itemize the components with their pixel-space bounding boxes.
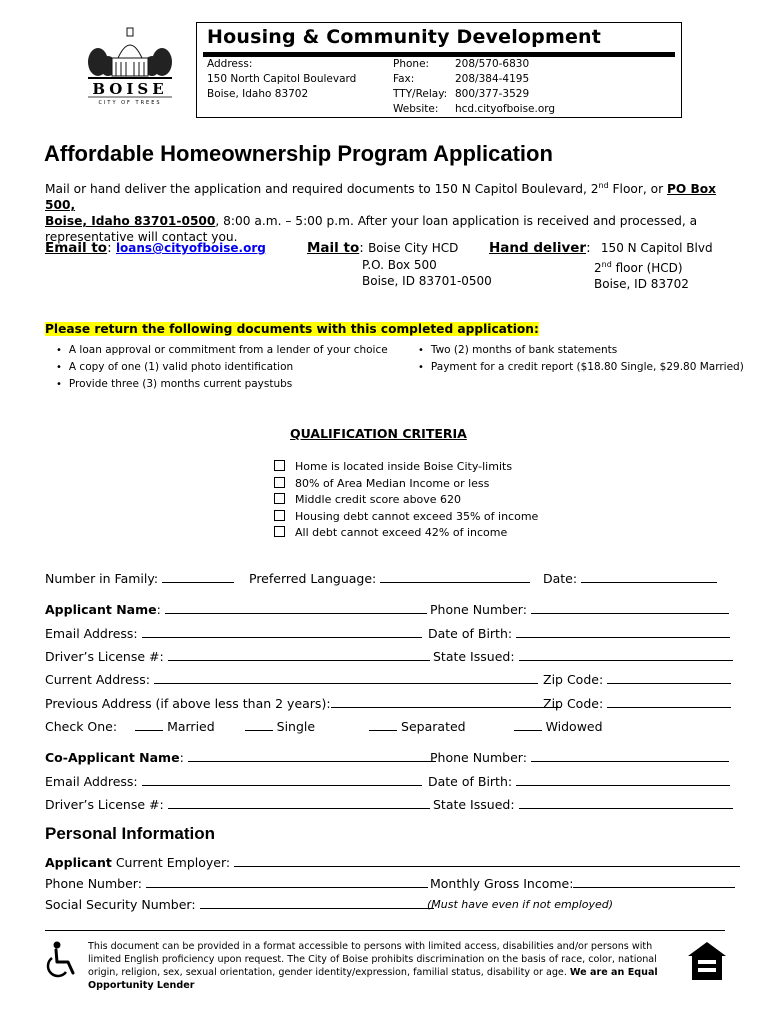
applicant-name-input[interactable] (165, 602, 427, 614)
coapplicant-license-input[interactable] (168, 797, 430, 809)
criteria-checkbox[interactable] (274, 477, 285, 488)
date-field: Date: (543, 571, 717, 586)
employer-field: Applicant Current Employer: (45, 855, 740, 870)
documents-list-right (418, 342, 744, 376)
coapplicant-name-input[interactable] (188, 750, 436, 762)
email-to: Email to: loans@cityofboise.org (45, 240, 266, 256)
personal-phone-field: Phone Number: (45, 876, 428, 891)
personal-phone-input[interactable] (146, 876, 428, 888)
previous-zip-field: Zip Code: (543, 696, 731, 711)
footer-disclaimer: This document can be provided in a format accessible to persons with limited access, disabilities and/or persons with limited English proficiency upon request. The City of Boise prohibits discrimination on the basis of race, color, national origin, religion, sex, sexual orientation, gender identity/expression, familial status, disability or age. We are an Equal Opportunity Lender (88, 941, 658, 991)
marital-status: Check One: Married Single Separated Widowed (45, 719, 603, 734)
coapplicant-name-field: Co-Applicant Name: (45, 750, 436, 765)
ssn-field: Social Security Number: (45, 897, 434, 912)
family-input[interactable] (162, 571, 234, 583)
coapplicant-state-input[interactable] (519, 797, 733, 809)
coapplicant-dob-input[interactable] (516, 774, 730, 786)
intro-paragraph: Mail or hand deliver the application and required documents to 150 N Capitol Boulevard, 2nd Floor, or PO Box 500, Boise, Idaho 83701-0500, 8:00 a.m. – 5:00 p.m. After your loan application is received and processed, a representative will contact you. (45, 181, 717, 245)
criteria-checkbox[interactable] (274, 493, 285, 504)
logo-text: BOISE (92, 80, 168, 98)
page-title: Affordable Homeownership Program Application (44, 141, 553, 166)
coapplicant-phone-input[interactable] (531, 750, 729, 762)
list-item: • Two (2) months of bank statements (418, 342, 744, 359)
criteria-checkbox[interactable] (274, 526, 285, 537)
dob-input[interactable] (516, 626, 730, 638)
equal-housing-icon (686, 940, 728, 982)
previous-address-field: Previous Address (if above less than 2 years): (45, 696, 561, 711)
hand-deliver-address: 2nd floor (HCD) Boise, ID 83702 (594, 260, 689, 291)
coapplicant-dob-field: Date of Birth: (428, 774, 730, 789)
agency-header (196, 22, 682, 118)
license-input[interactable] (168, 649, 430, 661)
language-input[interactable] (380, 571, 530, 583)
criteria-list: Home is located inside Boise City-limits 80% of Area Median Income or less Middle credit score above 620 Housing debt cannot exceed 35% of income All debt cannot exceed 42% of income (274, 459, 538, 542)
footer-divider (45, 930, 725, 931)
agency-address: Address: 150 North Capitol Boulevard Boise, Idaho 83702 (207, 58, 357, 100)
coapplicant-license-field: Driver’s License #: (45, 797, 430, 812)
documents-list-left (56, 342, 388, 393)
single-check[interactable] (245, 719, 273, 731)
criteria-checkbox[interactable] (274, 460, 285, 471)
list-item: • A loan approval or commitment from a lender of your choice (56, 342, 388, 359)
personal-info-heading: Personal Information (45, 824, 216, 843)
zip-field: Zip Code: (543, 672, 731, 687)
current-address-input[interactable] (154, 672, 538, 684)
list-item: • Provide three (3) months current paystubs (56, 376, 388, 393)
coapplicant-state-field: State Issued: (433, 797, 733, 812)
license-field: Driver’s License #: (45, 649, 430, 664)
language-field: Preferred Language: (249, 571, 530, 586)
income-input[interactable] (573, 876, 735, 888)
email-link[interactable]: loans@cityofboise.org (115, 241, 266, 255)
accessibility-icon (44, 940, 80, 980)
ssn-input[interactable] (200, 897, 434, 909)
ssn-note: (Must have even if not employed) (427, 898, 614, 911)
coapplicant-email-input[interactable] (142, 774, 422, 786)
dob-field: Date of Birth: (428, 626, 730, 641)
mail-address: P.O. Box 500 Boise, ID 83701-0500 (362, 258, 492, 288)
previous-zip-input[interactable] (607, 696, 731, 708)
list-item: • Payment for a credit report ($18.80 Single, $29.80 Married) (418, 359, 744, 376)
boise-logo (84, 22, 176, 106)
current-address-field: Current Address: (45, 672, 538, 687)
previous-address-input[interactable] (331, 696, 561, 708)
phone-input[interactable] (531, 602, 729, 614)
agency-contact-values: 208/570-6830 208/384-4195 800/377-3529 hcd.cityofboise.org (455, 58, 556, 115)
zip-input[interactable] (607, 672, 731, 684)
employer-input[interactable] (234, 855, 740, 867)
phone-field: Phone Number: (430, 602, 729, 617)
date-input[interactable] (581, 571, 717, 583)
agency-name: Housing & Community Development (207, 26, 602, 48)
criteria-heading: QUALIFICATION CRITERIA (290, 426, 467, 441)
documents-heading: Please return the following documents with this completed application: (45, 322, 539, 336)
email-field: Email Address: (45, 626, 422, 641)
family-field: Number in Family: (45, 571, 234, 586)
hand-deliver: Hand deliver: 150 N Capitol Blvd (489, 240, 713, 256)
list-item: • A copy of one (1) valid photo identification (56, 359, 388, 376)
applicant-name-field: Applicant Name: (45, 602, 427, 617)
coapplicant-phone-field: Phone Number: (430, 750, 729, 765)
married-check[interactable] (135, 719, 163, 731)
state-field: State Issued: (433, 649, 733, 664)
income-field: Monthly Gross Income: (430, 876, 735, 891)
agency-contact-labels: Phone: Fax: TTY/Relay: Website: (393, 58, 448, 115)
logo-subtext: CITY OF TREES (98, 100, 162, 106)
email-input[interactable] (142, 626, 422, 638)
criteria-checkbox[interactable] (274, 510, 285, 521)
state-input[interactable] (519, 649, 733, 661)
mail-to: Mail to: Boise City HCD (307, 240, 459, 256)
widowed-check[interactable] (514, 719, 542, 731)
separated-check[interactable] (369, 719, 397, 731)
coapplicant-email-field: Email Address: (45, 774, 422, 789)
